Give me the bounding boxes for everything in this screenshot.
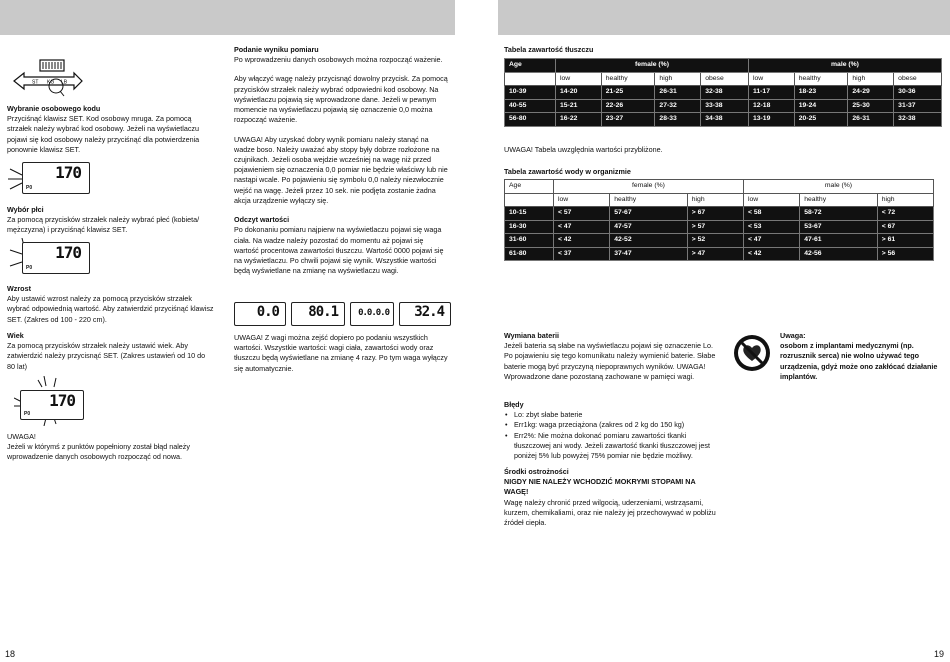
water-cell: > 67 [687, 207, 743, 221]
fat-cell: 32-38 [894, 113, 942, 127]
water-cell: > 56 [877, 247, 933, 261]
fat-cell: 25-30 [848, 99, 894, 113]
code-heading: Wybranie osobowego kodu [7, 104, 101, 113]
water-cell: > 61 [877, 234, 933, 248]
water-cell: 58-72 [800, 207, 878, 221]
lcd-display-calc [350, 302, 394, 326]
water-cell: < 42 [554, 234, 610, 248]
lcd-value: 80.1 [308, 304, 338, 320]
fat-col-male: male (%) [748, 59, 941, 73]
result-text-1: Po wprowadzeniu danych osobowych można rozpocząć ważenie. [234, 55, 443, 65]
fat-table-heading: Tabela zawartość tłuszczu [504, 45, 594, 54]
result-text-2: Aby włączyć wagę należy przycisnąć dowolny przycisk. Za pomocą przycisków strzałek należy wybrać odpowiedni kod osobowy. Na wyświetlaczu pojawią się wprowadzone dane. Jeżeli w pewnym momencie na wyświetlaczu pojawią się oznaczenie 0,0 można rozpocząć ważenie. [234, 74, 448, 125]
water-table [504, 179, 934, 261]
reading-text: Po dokonaniu pomiaru najpierw na wyświetlaczu pojawi się waga ciała. Na wadze należy pozostać do momentu aż pojawi się wartość procentowa zawartości tłuszczu. Wartość 0000 pojawi się na wyświetlaczu. Po chwili pojawi się wynik. Wszystkie wartości będą wyświetlane na zmianę na wyświetlaczu wagi. [234, 225, 444, 276]
implant-text: osobom z implantami medycznymi (np. rozrusznik serca) nie wolno używać tego urządzenia, gdyż może ono zakłócać działanie implantów. [780, 341, 938, 381]
water-cell: < 72 [877, 207, 933, 221]
water-cell: > 52 [687, 234, 743, 248]
water-cell: 42-52 [610, 234, 688, 248]
fat-cell: 28-33 [655, 113, 701, 127]
water-cell: < 37 [554, 247, 610, 261]
page-number-left: 18 [5, 649, 16, 659]
safety-heading: Środki ostrożności [504, 467, 569, 476]
water-sub: low [743, 193, 799, 207]
fat-cell: 31-37 [894, 99, 942, 113]
gender-section [7, 205, 215, 236]
lcd-mark: P0 [26, 185, 33, 191]
lcd-value: 170 [55, 163, 81, 182]
water-sub: high [687, 193, 743, 207]
lcd-display [22, 162, 90, 194]
lcd-mark: P0 [26, 265, 33, 271]
fat-cell: 34-38 [701, 113, 749, 127]
lcd-display-weight [291, 302, 345, 326]
water-cell: < 58 [743, 207, 799, 221]
lcd-value: 170 [55, 243, 81, 262]
water-cell: > 57 [687, 220, 743, 234]
water-cell: < 57 [554, 207, 610, 221]
page-number-right: 19 [934, 649, 945, 659]
fat-sub: low [556, 72, 602, 86]
height-text: Aby ustawić wzrost należy za pomocą przycisków strzałek wybrać odpowiednią wartość. Aby zatwierdzić przyciśnąć klawisz SET. (Zakres od 100 - 220 cm). [7, 294, 214, 324]
lcd-display-fat [399, 302, 451, 326]
lcd-value: 0.0 [256, 304, 279, 320]
error-item: • Lo: zbyt słabe baterie [514, 410, 720, 420]
fat-cell: 18-23 [794, 86, 848, 100]
implant-heading: Uwaga: [780, 331, 806, 340]
water-cell: 37-47 [610, 247, 688, 261]
fat-cell: 15-21 [556, 99, 602, 113]
fat-table [504, 58, 942, 127]
battery-section [504, 331, 720, 382]
water-cell: 47-61 [800, 234, 878, 248]
lcd-mark: P0 [24, 411, 31, 417]
fat-sub: healthy [601, 72, 655, 86]
no-pacemaker-icon [732, 333, 772, 373]
fat-cell: 56-80 [505, 113, 556, 127]
water-cell: 42-56 [800, 247, 878, 261]
water-cell: 31-60 [505, 234, 554, 248]
fat-cell: 10-39 [505, 86, 556, 100]
water-sub: low [554, 193, 610, 207]
lcd-display [22, 242, 90, 274]
fat-cell: 24-29 [848, 86, 894, 100]
code-text: Przyciśnąć klawisz SET. Kod osobowy mruga. Za pomocą strzałek należy wybrać kod osobowy. Jeżeli na wyświetlaczu pojawi się kod osobowy należy przyciśnąć dla potwierdzenia ponownie klawisz SET. [7, 114, 200, 154]
read-warning [234, 333, 449, 374]
left-page-header-bar [0, 0, 455, 35]
age-section [7, 331, 215, 372]
lcd-value: 170 [49, 391, 75, 410]
gender-text: Za pomocą przycisków strzałek należy wybrać płeć (kobieta/ mężczyzna) i przyciśnąć klawisz SET. [7, 215, 200, 235]
reading-heading: Odczyt wartości [234, 215, 290, 225]
water-sub: healthy [800, 193, 878, 207]
warning-text: Jeżeli w którymś z punktów popełniony został błąd należy wprowadzenie danych osobowych rozpocząć od nowa. [7, 442, 190, 462]
error-item: • Err2%: Nie można dokonać pomiaru zawartości tkanki tłuszczowej ani wody. Jeżeli zawartość tkanki tłuszczowej jest poniżej 5% lub powyżej 75% pomiar nie będzie możliwy. [514, 431, 720, 462]
water-cell: < 42 [743, 247, 799, 261]
result-text-3: UWAGA! Aby uzyskać dobry wynik pomiaru należy stanąć na wadze boso. Należy uważać aby stopy były dobrze rozłożone na czujnikach. Jeżeli osoba wejdzie wcześniej na wagę niż przed pojawieniem się oznaczenia 0,0 pomiar nie będzie właściwy lub nie nastąpi wcale. Po pojawieniu się symbolu 0,0 należy niezwłocznie wejść na wagę. Jeżeli przez 10 sek. nie podjęta zostanie żadna akcja urządzenie wyłączy się. [234, 134, 448, 205]
error-item: • Err1kg: waga przeciążona (zakres od 2 kg do 150 kg) [514, 420, 720, 430]
fat-sub: healthy [794, 72, 848, 86]
result-heading: Podanie wyniku pomiaru [234, 45, 319, 54]
icon-label-kg: KG [47, 79, 55, 86]
water-cell: 61-80 [505, 247, 554, 261]
fat-cell: 23-27 [601, 113, 655, 127]
fat-cell: 26-31 [848, 113, 894, 127]
height-section [7, 284, 215, 325]
water-cell: 47-57 [610, 220, 688, 234]
water-table-title [504, 167, 631, 177]
water-sub: healthy [610, 193, 688, 207]
fat-cell: 33-38 [701, 99, 749, 113]
errors-heading: Błędy [504, 400, 524, 409]
right-page-header-bar [498, 0, 950, 35]
fat-cell: 40-55 [505, 99, 556, 113]
safety-text: Wagę należy chronić przed wilgocią, uderzeniami, wstrząsami, kurzem, chemikaliami, oraz nie należy jej przechowywać w pobliżu źródeł ciepła. [504, 497, 716, 528]
fat-table-note: UWAGA! Tabela uwzględnia wartości przybliżone. [504, 145, 663, 154]
age-text: Za pomocą przycisków strzałek należy ustawić wiek. Aby zatwierdzić należy przycisnąć SET. (Zakres ustawień od 10 do 80 lat) [7, 341, 206, 371]
errors-section [504, 400, 720, 461]
result-section [234, 45, 449, 276]
fat-cell: 27-32 [655, 99, 701, 113]
water-sub-empty [505, 193, 554, 207]
battery-text: Jeżeli bateria są słabe na wyświetlaczu pojawi się oznaczenie Lo. Po pojawieniu się tego komunikatu należy wymienić baterie. Słabe baterie mogą być przyczyną niepoprawnych wyników. UWAGA! Wprowadzone dane pozostaną zachowane w pamięci wagi. [504, 341, 716, 381]
fat-cell: 14-20 [556, 86, 602, 100]
icon-label-lb: LB [61, 79, 68, 86]
safety-section [504, 467, 720, 528]
fat-cell: 12-18 [748, 99, 794, 113]
lcd-value: 32.4 [414, 304, 444, 320]
water-cell: 57-67 [610, 207, 688, 221]
age-heading: Wiek [7, 331, 24, 340]
water-sub: high [877, 193, 933, 207]
fat-table-note-block [504, 145, 663, 155]
fat-sub: high [655, 72, 701, 86]
water-col-female: female (%) [554, 180, 744, 194]
fat-table-title [504, 45, 593, 55]
height-heading: Wzrost [7, 284, 31, 293]
fat-cell: 11-17 [748, 86, 794, 100]
fat-sub: low [748, 72, 794, 86]
water-cell: 53-67 [800, 220, 878, 234]
scale-buttons-icon [12, 57, 84, 97]
safety-warning: NIGDY NIE NALEŻY WCHODZIĆ MOKRYMI STOPAMI NA WAGĘ! [504, 477, 696, 497]
fat-cell: 13-19 [748, 113, 794, 127]
fat-cell: 22-26 [601, 99, 655, 113]
fat-cell: 32-38 [701, 86, 749, 100]
fat-cell: 20-25 [794, 113, 848, 127]
fat-sub-empty [505, 72, 556, 86]
icon-label-st: ST [32, 79, 39, 86]
water-table-heading: Tabela zawartość wody w organizmie [504, 167, 631, 176]
water-col-male: male (%) [743, 180, 933, 194]
water-cell: < 67 [877, 220, 933, 234]
fat-col-female: female (%) [556, 59, 749, 73]
fat-cell: 16-22 [556, 113, 602, 127]
fat-cell: 26-31 [655, 86, 701, 100]
fat-cell: 30-36 [894, 86, 942, 100]
water-cell: 10-15 [505, 207, 554, 221]
water-cell: 16-30 [505, 220, 554, 234]
fat-sub: high [848, 72, 894, 86]
water-cell: < 47 [554, 220, 610, 234]
warning-heading: UWAGA! [7, 432, 36, 441]
read-warning-text: UWAGA! Z wagi można zejść dopiero po podaniu wszystkich wartości. Wszystkie wartości: wagi ciała, zawartości wody oraz tłuszczu będą wyświetlane na zmianę 4 razy. Po tym waga wyłączy się automatycznie. [234, 333, 448, 373]
battery-heading: Wymiana baterii [504, 331, 559, 340]
implant-section [780, 331, 945, 382]
fat-cell: 19-24 [794, 99, 848, 113]
water-cell: < 53 [743, 220, 799, 234]
water-cell: < 47 [743, 234, 799, 248]
lcd-value: 0.0.0.0 [358, 308, 389, 318]
code-section [7, 104, 215, 155]
lcd-display-weight-zero [234, 302, 286, 326]
fat-cell: 21-25 [601, 86, 655, 100]
lcd-display [20, 390, 84, 420]
water-col-age: Age [505, 180, 554, 194]
warning-section [7, 432, 215, 463]
fat-col-age: Age [505, 59, 556, 73]
fat-sub: obese [701, 72, 749, 86]
water-cell: > 47 [687, 247, 743, 261]
fat-sub: obese [894, 72, 942, 86]
gender-heading: Wybór płci [7, 205, 44, 214]
